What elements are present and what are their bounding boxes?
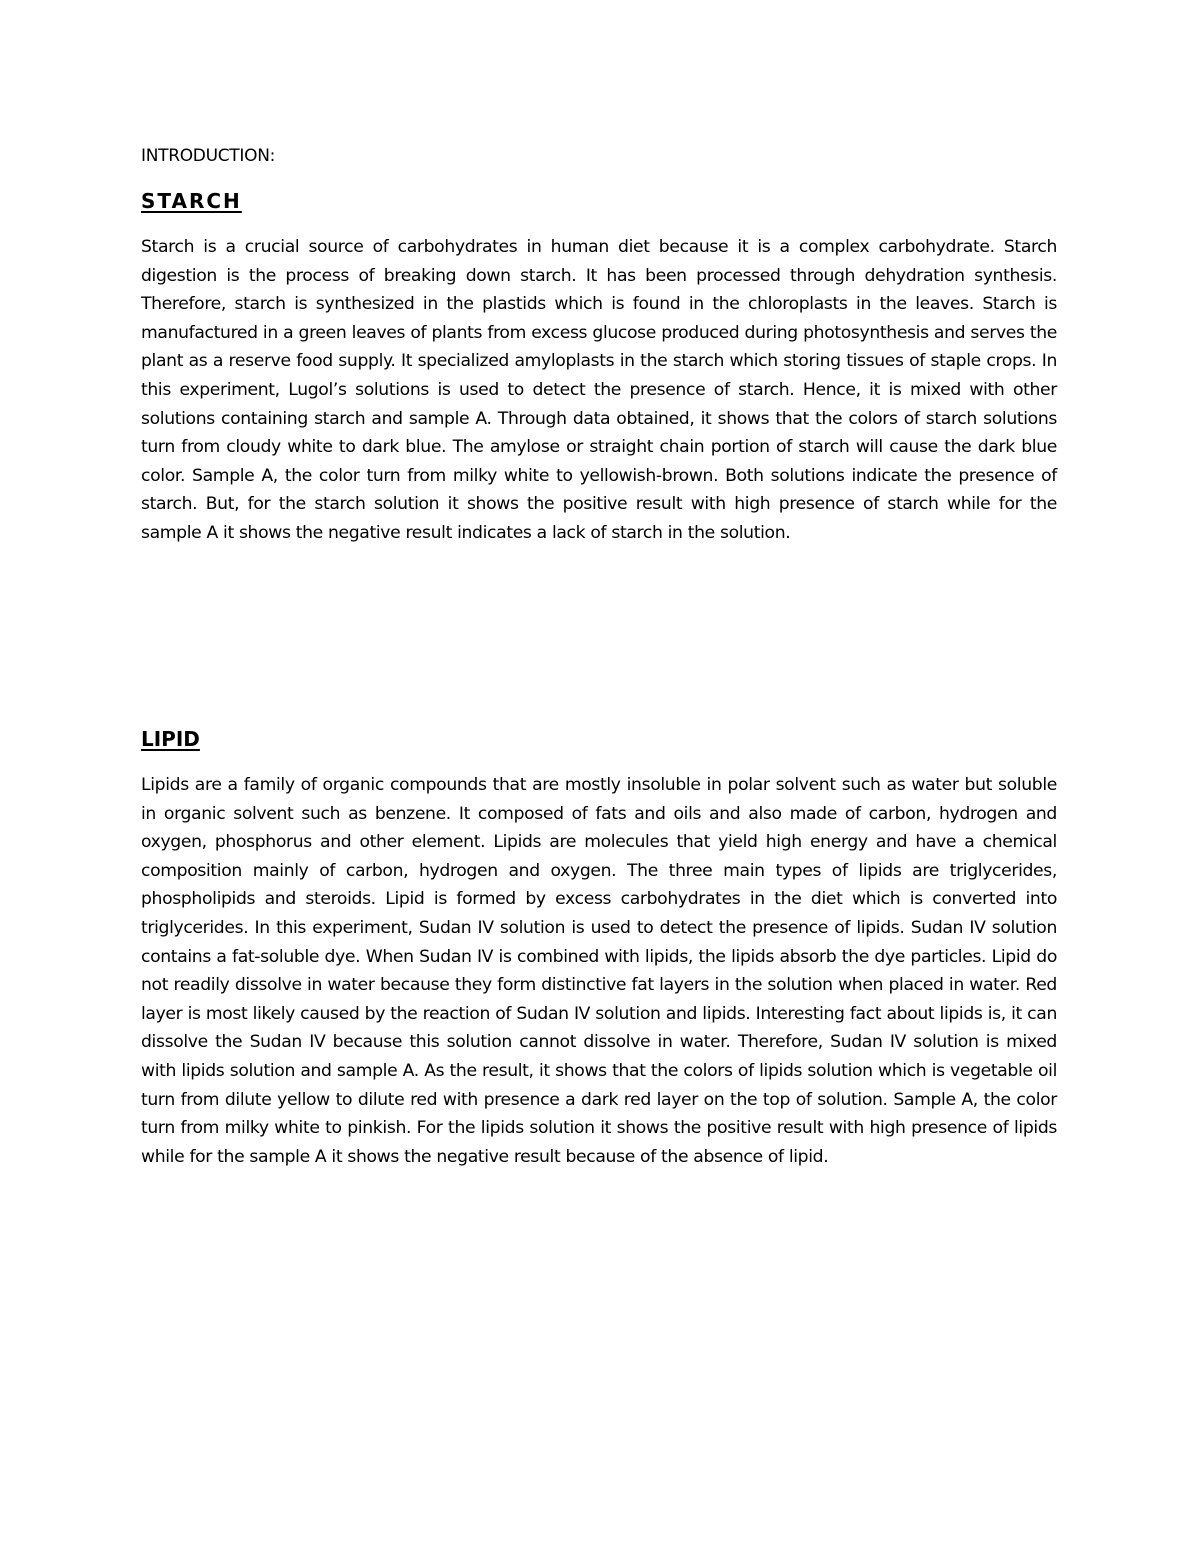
starch-paragraph: Starch is a crucial source of carbohydrates in human diet because it is a complex carbohydrate. Starch digestion is the process of breaking down starch. It has been processed through dehydration synthesis. Therefore, starch is synthesized in the plastids which is found in the chloroplasts in the leaves. Starch is manufactured in a green leaves of plants from excess glucose produced during photosynthesis and serves the plant as a reserve food supply. It specialized amyloplasts in the starch which storing tissues of staple crops. In this experiment, Lugol’s solutions is used to detect the presence of starch. Hence, it is mixed with other solutions containing starch and sample A. Through data obtained, it shows that the colors of starch solutions turn from cloudy white to dark blue. The amylose or straight chain portion of starch will cause the dark blue color. Sample A, the color turn from milky white to yellowish-brown. Both solutions indicate the presence of starch. But, for the starch solution it shows the positive result with high presence of starch while for the sample A it shows the negative result indicates a lack of starch in the solution. <box>141 237 1057 543</box>
lipid-heading: LIPID <box>141 727 200 751</box>
starch-heading: STARCH <box>141 189 242 213</box>
intro-label: INTRODUCTION: <box>141 146 276 166</box>
lipid-paragraph: Lipids are a family of organic compounds that are mostly insoluble in polar solvent such as water but soluble in organic solvent such as benzene. It composed of fats and oils and also made of carbon, hydrogen and oxygen, phosphorus and other element. Lipids are molecules that yield high energy and have a chemical composition mainly of carbon, hydrogen and oxygen. The three main types of lipids are triglycerides, phospholipids and steroids. Lipid is formed by excess carbohydrates in the diet which is converted into triglycerides. In this experiment, Sudan IV solution is used to detect the presence of lipids. Sudan IV solution contains a fat-soluble dye. When Sudan IV is combined with lipids, the lipids absorb the dye particles. Lipid do not readily dissolve in water because they form distinctive fat layers in the solution when placed in water. Red layer is most likely caused by the reaction of Sudan IV solution and lipids. Interesting fact about lipids is, it can dissolve the Sudan IV because this solution cannot dissolve in water. Therefore, Sudan IV solution is mixed with lipids solution and sample A. As the result, it shows that the colors of lipids solution which is vegetable oil turn from dilute yellow to dilute red with presence a dark red layer on the top of solution. Sample A, the color turn from milky white to pinkish. For the lipids solution it shows the positive result with high presence of lipids while for the sample A it shows the negative result because of the absence of lipid. <box>141 775 1057 1167</box>
